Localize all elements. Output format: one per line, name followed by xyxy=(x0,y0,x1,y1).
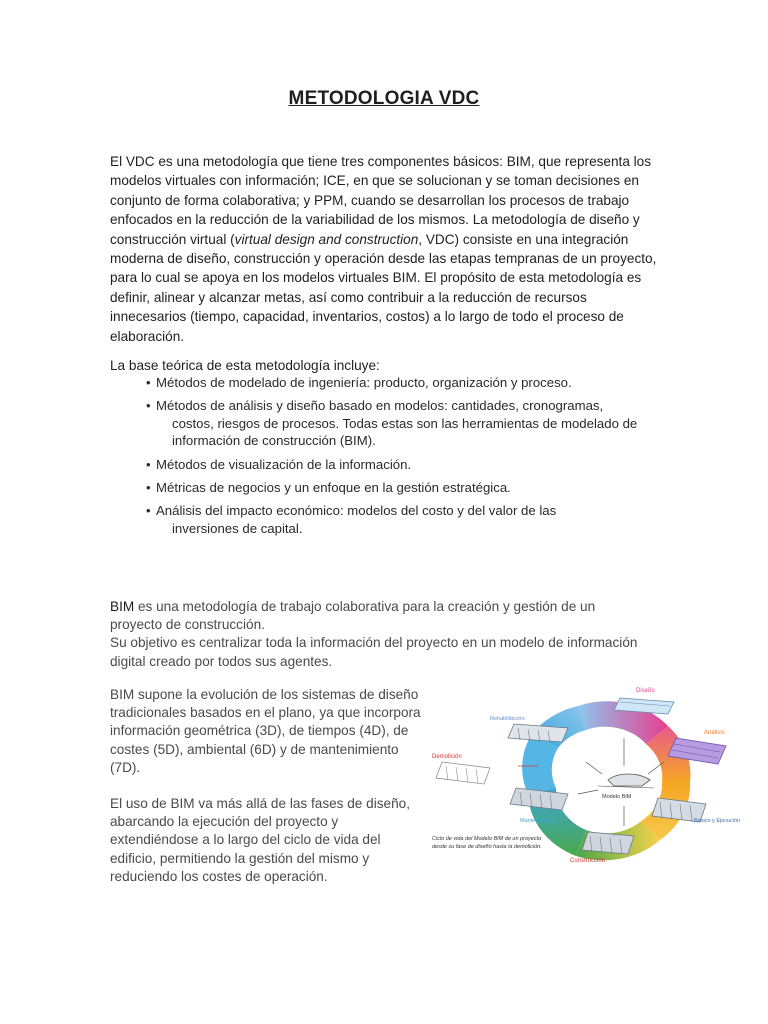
label-basico: Básico y Ejecución xyxy=(694,818,741,824)
list-item-continuation: costos, riesgos de procesos. Todas estas son las herramientas de modelado de información de construcción (BIM). xyxy=(172,415,638,449)
vdc-paragraph-part1: El VDC es una metodología que tiene tres componentes básicos: BIM, que representa los modelos virtuales con información; ICE, en que se solucionan y se toman decisiones en conjunto de forma colaborativa; y PPM, cuando se desarrollan los procesos de trabajo enfocados en la reducción de la variabilidad de los mismos. La metodología de diseño y construcción virtual ( xyxy=(110,154,652,247)
center-model xyxy=(598,774,654,788)
label-center-model: Modelo BIM xyxy=(602,794,632,800)
label-diseno: Diseño xyxy=(636,688,655,694)
vdc-paragraph-italic: virtual design and construction xyxy=(234,231,419,247)
list-item xyxy=(146,397,646,449)
bim-lifecycle-diagram xyxy=(428,684,744,870)
list-item-text: Análisis del impacto económico: modelos del costo y del valor de las xyxy=(156,503,557,519)
bim-objective: Su objetivo es centralizar toda la información del proyecto en un modelo de información digital creado por todos sus agentes. xyxy=(110,635,638,669)
bim-definition-text: es una metodología de trabajo colaborativa para la creación y gestión de un proyecto de construcción. xyxy=(110,599,596,633)
list-item-continuation: inversiones de capital. xyxy=(172,520,303,536)
list-item xyxy=(146,456,646,473)
label-mantenimiento: Mantenimiento xyxy=(520,818,557,824)
list-item xyxy=(146,502,646,537)
label-analisis: Análisis xyxy=(704,730,725,736)
bim-definition xyxy=(110,598,650,671)
vdc-paragraph xyxy=(110,152,658,346)
bullet-icon: • xyxy=(146,375,151,390)
label-rehabilitacion: Rehabilitación xyxy=(490,716,525,722)
model-mantenimiento xyxy=(510,788,568,810)
bullet-icon: • xyxy=(146,456,151,472)
bullet-icon: • xyxy=(146,503,151,519)
diagram-caption-line1: Ciclo de vida del Modelo BIM de un proyecto xyxy=(432,836,542,842)
page-title: METODOLOGIA VDC xyxy=(288,88,480,109)
model-demolicion xyxy=(436,762,490,784)
model-construccion xyxy=(582,832,634,854)
bim-definition-line1 xyxy=(110,598,650,634)
lifecycle-svg xyxy=(428,684,744,870)
bullet-icon: • xyxy=(146,398,151,414)
bullet-icon: • xyxy=(146,480,151,496)
bim-details-column xyxy=(110,686,425,904)
bim-evolution-paragraph: BIM supone la evolución de los sistemas de diseño tradicionales basados en el plano, ya que incorpora información geométrica (3D), de tiempos (4D), de costes (5D), ambiental (6D) y de mantenimiento (7D). xyxy=(110,687,421,775)
diagram-caption-line2: desde su fase de diseño hasta la demolición. xyxy=(432,844,542,850)
bim-keyword: BIM xyxy=(110,599,135,614)
list-item-text: Métricas de negocios y un enfoque en la gestión estratégica. xyxy=(156,480,511,496)
theory-intro: La base teórica de esta metodología incluye: xyxy=(110,358,380,373)
list-item xyxy=(146,479,646,496)
list-item-text: Métodos de visualización de la información. xyxy=(156,456,412,472)
label-construccion: Construcción xyxy=(570,858,606,864)
theory-bullet-list xyxy=(146,374,646,543)
vdc-paragraph-part2: , VDC) consiste en una integración moderna de diseño, construcción y operación desde las etapas tempranas de un proyecto, para lo cual se apoya en los modelos virtuales BIM. El propósito de esta metodología es definir, alinear y alcanzar metas, así como contribuir a la reducción de recursos innecesarios (tiempo, capacidad, inventarios, costos) a lo largo de todo el proceso de elaboración. xyxy=(110,231,657,344)
label-demolicion: Demolición xyxy=(432,754,462,760)
list-item xyxy=(146,374,646,391)
list-item-text: Métodos de modelado de ingeniería: producto, organización y proceso. xyxy=(156,375,572,390)
diagram-caption xyxy=(432,836,543,850)
bim-usage-paragraph: El uso de BIM va más allá de las fases de diseño, abarcando la ejecución del proyecto y extendiéndose a lo largo del ciclo de vida del edificio, permitiendo la gestión del mismo y reduciendo los costes de operación. xyxy=(110,796,410,884)
list-item-text: Métodos de análisis y diseño basado en modelos: cantidades, cronogramas, xyxy=(156,398,604,414)
